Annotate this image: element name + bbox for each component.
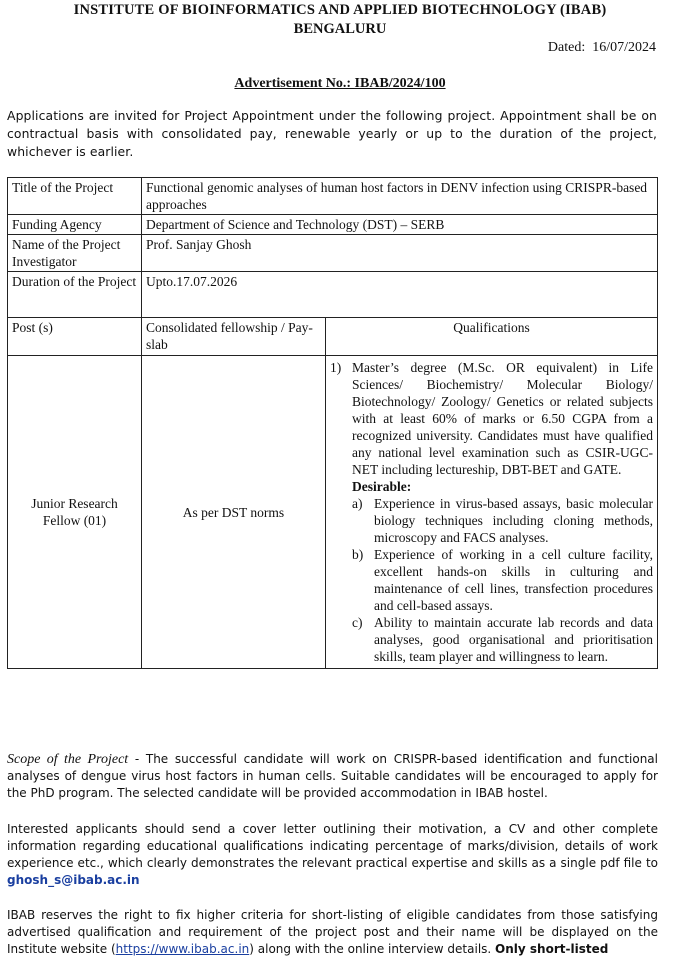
scope-text: - The successful candidate will work on CRISPR-based identification and functional analyses of dengue virus host factors in human cells. Suitable candidates will be encouraged to apply for the PhD program. The selected candidate will be provided accommodation in IBAB hostel. [7, 752, 658, 800]
project-table [7, 177, 658, 669]
date-line [548, 40, 656, 56]
title-value: Functional genomic analyses of human host factors in DENV infection using CRISPR-based approaches [142, 178, 658, 215]
desirable-label: Desirable: [352, 479, 412, 494]
intro-paragraph: Applications are invited for Project Appointment under the following project. Appointment shall be on contractual basis with consolidated pay, renewable yearly or up to the duration of the project, whichever is earlier. [7, 108, 657, 159]
institute-city: BENGALURU [293, 21, 387, 37]
desirable-text: Ability to maintain accurate lab records and data analyses, good organisational and prioritisation skills, team player and willingness to learn. [374, 615, 653, 664]
qualification-text: Master’s degree (M.Sc. OR equivalent) in Life Sciences/ Biochemistry/ Molecular Biology/ Biotechnology/ Zoology/ Genetics or related subjects with at least 60% of marks or 6.50 CGPA from a recognized university. Candidates must have qualified any national level examination such as CSIR-UGC-NET including lectureship, DBT-BET and GATE. [352, 360, 653, 477]
table-row [8, 235, 658, 272]
table-row [8, 178, 658, 215]
qualifications-cell [326, 356, 658, 669]
duration-label: Duration of the Project [8, 272, 142, 318]
title-label: Title of the Project [8, 178, 142, 215]
qualification-number: 1) [330, 360, 342, 375]
desirable-item [352, 546, 653, 614]
desirable-letter: a) [352, 496, 363, 511]
post-name: Junior Research Fellow (01) [8, 356, 142, 669]
scope-paragraph [7, 751, 658, 802]
table-row [8, 356, 658, 669]
dated-value: 16/07/2024 [592, 40, 656, 55]
reserve-text-before: IBAB reserves the right to fix higher criteria for short-listing of eligible candidates from those satisfying advertised qualification and requirement of the project post and their name will be displayed on the Institute website ( [7, 908, 658, 956]
fellowship-value: As per DST norms [142, 356, 326, 669]
advertisement-number [0, 76, 680, 92]
post-header: Post (s) [8, 318, 142, 356]
institute-name: INSTITUTE OF BIOINFORMATICS AND APPLIED BIOTECHNOLOGY (IBAB) [73, 2, 607, 18]
reserve-bold-tail: Only short-listed [495, 942, 609, 956]
funding-label: Funding Agency [8, 215, 142, 235]
table-row [8, 272, 658, 318]
desirable-letter: c) [352, 615, 363, 630]
qualifications-header [326, 318, 658, 356]
desirable-text: Experience of working in a cell culture facility, excellent hands-on skills in culturing and maintenance of cell lines, transfection procedures and cell-based assays. [374, 547, 653, 613]
advertisement-text: Advertisement No.: IBAB/2024/100 [234, 76, 446, 91]
desirable-item [352, 495, 653, 546]
reserve-text-after: ) along with the online interview details. [249, 942, 496, 956]
table-row [8, 318, 658, 356]
reserve-paragraph [7, 907, 658, 958]
duration-value: Upto.17.07.2026 [142, 272, 658, 318]
funding-value: Department of Science and Technology (DST) – SERB [142, 215, 658, 235]
desirable-item [352, 614, 653, 665]
website-link[interactable]: https://www.ibab.ac.in [115, 942, 250, 956]
desirable-text: Experience in virus-based assays, basic molecular biology techniques including cloning methods, microscopy and FACS analyses. [374, 496, 653, 545]
apply-text: Interested applicants should send a cover letter outlining their motivation, a CV and other complete information regarding educational qualifications indicating percentage of marks/division, details of work experience etc., which clearly demonstrates the relevant practical expertise and skills as a single pdf file to [7, 822, 658, 870]
table-row [8, 215, 658, 235]
scope-label: Scope of the Project [7, 752, 129, 767]
contact-email-link[interactable]: ghosh_s@ibab.ac.in [7, 873, 140, 887]
fellowship-header: Consolidated fellowship / Pay-slab [142, 318, 326, 356]
apply-paragraph [7, 821, 658, 889]
pi-label: Name of the Project Investigator [8, 235, 142, 272]
desirable-letter: b) [352, 547, 364, 562]
pi-value: Prof. Sanjay Ghosh [142, 235, 658, 272]
qualifications-header-text: Qualifications [453, 320, 530, 335]
qualification-item [330, 359, 653, 478]
dated-label: Dated: [547, 40, 586, 55]
